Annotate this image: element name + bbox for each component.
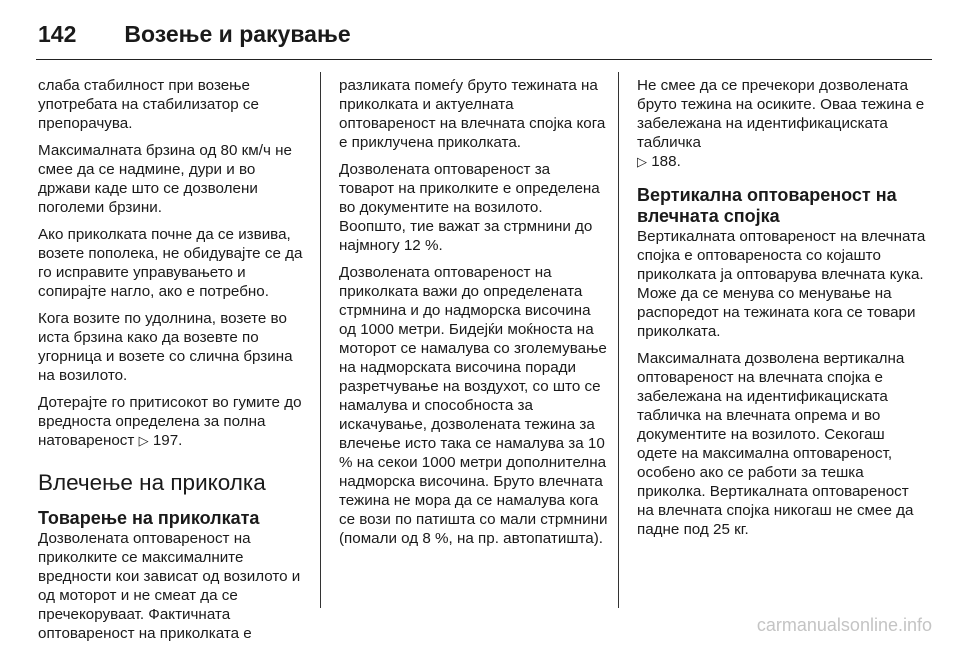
paragraph: Максималната дозволена вертикална оптовареност на влечната спојка е забележана на идентификациската табличка на влечната опрема и во документите на возилото. Секогаш одете на максимална оптовареност, особено ако се работи за тешка приколка. Вертикалната оптовареност на влечната спојка никогаш не смее да падне под 25 кг. (637, 350, 914, 538)
paragraph: Вертикалната оптовареност на влечната спојка е оптовареноста со којашто приколката ја оптоварува влечната кука. Може да се менува со менување на распоредот на тежината кога се товари приколката. (637, 228, 926, 340)
paragraph (637, 76, 929, 171)
page-reference-arrow-icon: ▷ (637, 154, 647, 169)
paragraph: Дозволената оптовареност за товарот на приколките е определена во документите на возилото. Воопшто, тие важат за стрмнини до најмногу 12 %. (339, 161, 600, 254)
subheading: Вертикална оптовареност на влечната спојка (637, 185, 897, 226)
paragraph: Ако приколката почне да се извива, возете пополека, не обидувајте се да го исправите управувањето и сопирајте нагло, ако е потребно. (38, 226, 303, 300)
column-divider (320, 72, 321, 608)
paragraph: Максималната брзина од 80 км/ч не смее да се надмине, дури и во држави каде што се дозволени поголеми брзини. (38, 142, 292, 216)
page-reference-arrow-icon: ▷ (138, 433, 149, 448)
paragraph: Дозволената оптовареност на приколките се максималните вредности кои зависат од возилото и од моторот и не смеат да се пречекоруваат. Фактичната оптовареност на приколката е (38, 530, 301, 642)
page-number: 142 (38, 20, 77, 47)
paragraph: Кога возите по удолнина, возете во иста брзина како да возевте по угорница и возете со слична брзина на возилото. (38, 310, 293, 384)
page-reference[interactable]: 197. (152, 432, 183, 449)
chapter-title: Возење и ракување (124, 20, 351, 47)
paragraph-text: Не смее да се пречекори дозволената бруто тежина на осиките. Оваа тежина е забележана на идентификациската табличка (637, 77, 925, 151)
page-header (38, 14, 351, 54)
paragraph: слаба стабилност при возење употребата на стабилизатор се препорачува. (38, 77, 259, 132)
section-heading: Влечење на приколка (38, 470, 266, 495)
paragraph: Дозволената оптовареност на приколката важи до определената стрмнина и до надморска височина од 1000 метри. Бидејќи моќноста на моторот се намалува со зголемување на надморската височина поради разретчување на воздухот, со што се намалува и способноста за искачување, дозволената тежина за влечење исто така се намалува за 10 % на секои 1000 метри дополнителна надморска височина. Бруто влечната тежина не мора да се намалува кога се вози по патишта со мали стрмнини (помали од 8 %, на пр. автопатишта). (339, 264, 608, 547)
column-3 (637, 76, 929, 547)
header-rule (36, 59, 932, 60)
paragraph: разликата помеѓу бруто тежината на приколката и актуелната оптовареност на влечната спојка кога е приклучена приколката. (339, 77, 606, 151)
column-2 (339, 76, 609, 556)
page-reference[interactable]: 188. (651, 153, 681, 170)
column-divider (618, 72, 619, 608)
subheading: Товарење на приколката (38, 508, 260, 528)
paragraph-text: Дотерајте го притисокот во гумите до вредноста определена за полна натовареност (38, 394, 302, 449)
paragraph (38, 393, 308, 450)
watermark: carmanualsonline.info (756, 615, 932, 635)
column-1 (38, 76, 308, 651)
